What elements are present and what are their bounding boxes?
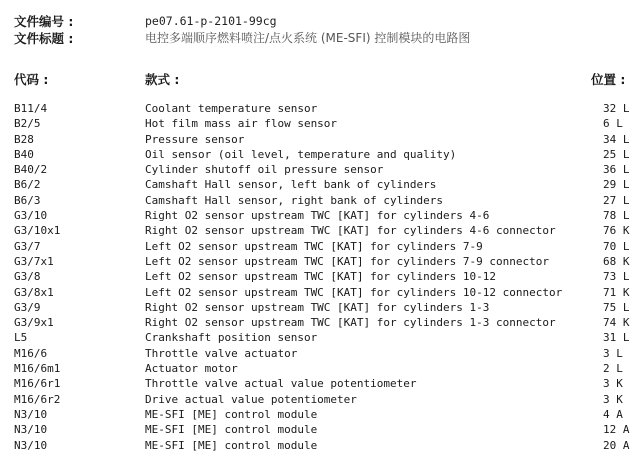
row-position: 32 L (603, 102, 630, 115)
row-position: 36 L (603, 163, 630, 177)
row-description: Left O2 sensor upstream TWC [KAT] for cylinders 10-12 connector (145, 285, 563, 299)
row-position: 25 L (603, 147, 630, 161)
row-position: 74 K (603, 316, 630, 330)
row-position: 2 L (603, 362, 623, 376)
row-position: 75 L (603, 300, 630, 314)
header-code: 代码 : (14, 72, 49, 87)
row-position: 29 L (603, 178, 630, 192)
row-code: B40 (14, 147, 34, 161)
table-row (0, 132, 643, 147)
header-position: 位置 : (591, 72, 626, 87)
row-description: Camshaft Hall sensor, left bank of cylinders (145, 178, 437, 192)
document-info (14, 13, 629, 47)
row-code: B40/2 (14, 163, 48, 177)
row-description: Hot film mass air flow sensor (145, 117, 338, 131)
row-description: Left O2 sensor upstream TWC [KAT] for cylinders 10-12 (145, 270, 496, 284)
table-row (0, 300, 643, 315)
file-title-row (14, 30, 629, 47)
table-row (0, 269, 643, 284)
row-code: M16/6r2 (14, 392, 61, 406)
table-row (0, 392, 643, 407)
row-code: G3/10 (14, 209, 48, 223)
row-code: B2/5 (14, 117, 41, 131)
row-code: G3/8x1 (14, 285, 54, 299)
row-description: Left O2 sensor upstream TWC [KAT] for cylinders 7-9 (145, 239, 483, 253)
row-description: ME-SFI [ME] control module (145, 407, 318, 421)
row-position: 3 K (603, 377, 623, 391)
table-row (0, 254, 643, 269)
row-position: 27 L (603, 193, 630, 207)
row-position: 68 K (603, 254, 630, 268)
table-row (0, 330, 643, 345)
table-row (0, 438, 643, 453)
row-code: N3/10 (14, 407, 48, 421)
row-position: 71 K (603, 285, 630, 299)
table-row (0, 422, 643, 437)
row-code: G3/9x1 (14, 316, 54, 330)
table-row (0, 116, 643, 131)
row-description: Right O2 sensor upstream TWC [KAT] for cylinders 4-6 connector (145, 224, 556, 238)
row-code: N3/10 (14, 423, 48, 437)
parts-table-body (0, 101, 643, 453)
table-row (0, 407, 643, 422)
row-position: 76 K (603, 224, 630, 238)
row-code: M16/6 (14, 346, 48, 360)
table-row (0, 147, 643, 162)
row-position: 78 L (603, 209, 630, 223)
row-description: Coolant temperature sensor (145, 102, 318, 115)
table-row (0, 376, 643, 391)
row-description: Drive actual value potentiometer (145, 392, 357, 406)
table-row (0, 223, 643, 238)
row-description: Oil sensor (oil level, temperature and quality) (145, 147, 457, 161)
row-description: Pressure sensor (145, 132, 245, 146)
table-row (0, 208, 643, 223)
file-title-label: 文件标题 : (14, 31, 74, 46)
file-title-value: 电控多端顺序燃料喷注/点火系统 (ME-SFI) 控制模块的电路图 (145, 31, 471, 45)
row-position: 70 L (603, 239, 630, 253)
row-code: G3/9 (14, 300, 41, 314)
row-code: B11/4 (14, 102, 48, 115)
row-description: Left O2 sensor upstream TWC [KAT] for cylinders 7-9 connector (145, 254, 549, 268)
table-row (0, 361, 643, 376)
row-description: Right O2 sensor upstream TWC [KAT] for cylinders 1-3 (145, 300, 490, 314)
row-code: G3/10x1 (14, 224, 61, 238)
row-description: Crankshaft position sensor (145, 331, 318, 345)
row-description: ME-SFI [ME] control module (145, 438, 318, 452)
header-description: 款式 : (145, 72, 180, 87)
row-description: Throttle valve actuator (145, 346, 298, 360)
row-description: Camshaft Hall sensor, right bank of cylinders (145, 193, 444, 207)
row-code: M16/6r1 (14, 377, 61, 391)
file-number-row (14, 13, 629, 30)
table-row (0, 346, 643, 361)
row-code: G3/8 (14, 270, 41, 284)
row-position: 12 A (603, 423, 630, 437)
row-description: Right O2 sensor upstream TWC [KAT] for cylinders 1-3 connector (145, 316, 556, 330)
row-position: 73 L (603, 270, 630, 284)
row-code: G3/7 (14, 239, 41, 253)
row-code: B28 (14, 132, 34, 146)
row-position: 6 L (603, 117, 623, 131)
row-position: 4 A (603, 407, 623, 421)
row-code: M16/6m1 (14, 362, 61, 376)
table-row (0, 177, 643, 192)
row-code: G3/7x1 (14, 254, 54, 268)
row-code: B6/3 (14, 193, 41, 207)
row-code: B6/2 (14, 178, 41, 192)
table-row (0, 101, 643, 116)
row-position: 3 K (603, 392, 623, 406)
table-row (0, 239, 643, 254)
table-row (0, 162, 643, 177)
row-position: 3 L (603, 346, 623, 360)
row-description: Cylinder shutoff oil pressure sensor (145, 163, 384, 177)
parts-table-header (0, 72, 643, 88)
row-description: ME-SFI [ME] control module (145, 423, 318, 437)
table-row (0, 285, 643, 300)
row-code: L5 (14, 331, 28, 345)
file-number-label: 文件编号 : (14, 14, 74, 29)
row-description: Right O2 sensor upstream TWC [KAT] for cylinders 4-6 (145, 209, 490, 223)
table-row (0, 315, 643, 330)
row-position: 34 L (603, 132, 630, 146)
row-code: N3/10 (14, 438, 48, 452)
row-description: Throttle valve actual value potentiometer (145, 377, 417, 391)
row-position: 20 A (603, 438, 630, 452)
table-row (0, 193, 643, 208)
row-description: Actuator motor (145, 362, 238, 376)
row-position: 31 L (603, 331, 630, 345)
file-number-value: pe07.61-p-2101-99cg (145, 14, 277, 28)
